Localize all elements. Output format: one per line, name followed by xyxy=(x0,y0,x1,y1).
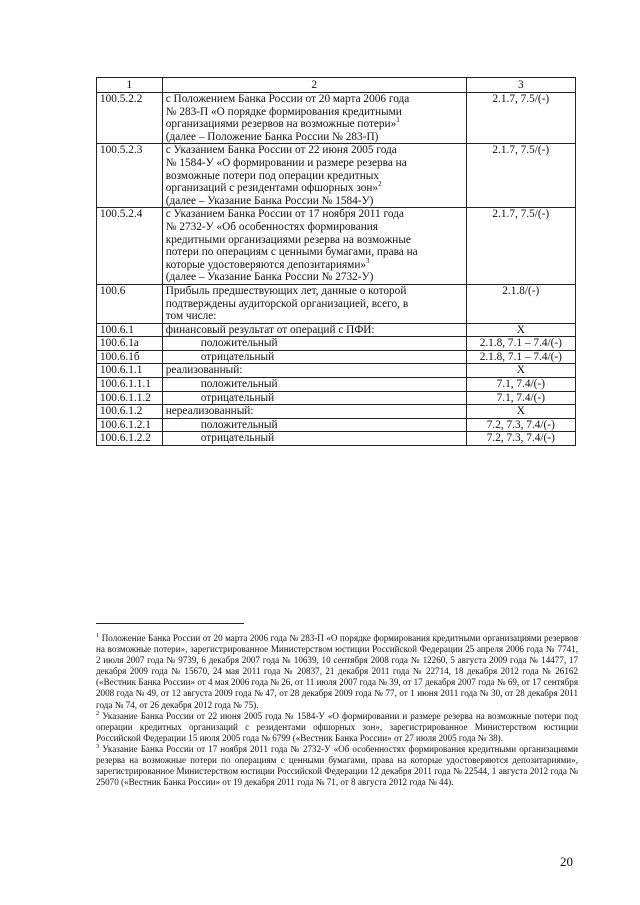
description-line xyxy=(166,285,463,298)
row-code: 100.5.2.4 xyxy=(97,208,163,285)
description-line xyxy=(166,195,463,208)
description-line xyxy=(166,106,463,119)
column-header: 2 xyxy=(162,78,466,93)
row-code: 100.6.1 xyxy=(97,323,163,337)
row-form-reference: 7.2, 7.3, 7.4/(-) xyxy=(466,418,575,432)
description-text: потери по операциям с ценными бумагами, права на xyxy=(165,246,418,259)
description-text: с Положением Банка России от 20 марта 2006 года xyxy=(165,93,410,105)
description-line xyxy=(166,170,463,183)
row-form-reference: 2.1.8/(-) xyxy=(466,284,575,323)
description-text: организаций с резидентами офшорных зон» xyxy=(165,182,379,195)
footnote-text: Указание Банка России от 22 июня 2005 года № 1584-У «О формировании и размере резерва на возможные потери под операции кредитных организаций с резидентами офшорных зон», зарегистрированное Министерством юстиции Российской Федерации 15 июля 2005 года № 6799 («Вестник Банка России» от 27 июля 2005 года № 38). xyxy=(96,710,578,743)
description-line xyxy=(166,118,463,131)
footnote-mark: 2 xyxy=(96,709,100,717)
description-line xyxy=(166,405,463,418)
description-text: которые удостоверяются депозитариями» xyxy=(165,258,367,271)
footnote-mark: 1 xyxy=(96,631,100,639)
description-text: положительный xyxy=(200,378,278,391)
table-row xyxy=(97,144,576,208)
description-text: отрицательный xyxy=(200,391,275,404)
row-form-reference: 2.1.7, 7.5/(-) xyxy=(466,144,575,208)
row-code: 100.6.1.1.2 xyxy=(97,391,163,405)
row-form-reference: 2.1.7, 7.5/(-) xyxy=(466,208,575,285)
table-header-row xyxy=(97,78,576,93)
description-line xyxy=(166,324,463,337)
footnote-reference: 1 xyxy=(396,116,400,125)
description-text: том числе: xyxy=(165,310,217,323)
description-line xyxy=(201,419,463,432)
table-row xyxy=(97,350,576,364)
row-code: 100.6.1.2.2 xyxy=(97,432,163,446)
row-description xyxy=(162,144,466,208)
description-line xyxy=(166,157,463,170)
footnote xyxy=(96,633,578,711)
description-line xyxy=(166,234,463,247)
table-row xyxy=(97,418,576,432)
description-text: (далее – Положение Банка России № 283-П) xyxy=(165,130,379,143)
footnote-reference: 2 xyxy=(378,180,382,189)
row-form-reference: 7.1, 7.4/(-) xyxy=(466,391,575,405)
table-row xyxy=(97,284,576,323)
row-description xyxy=(162,391,466,405)
row-form-reference: 7.2, 7.3, 7.4/(-) xyxy=(466,432,575,446)
description-text: № 2732-У «Об особенностях формирования xyxy=(165,220,378,233)
row-description xyxy=(162,337,466,351)
description-line xyxy=(166,208,463,221)
description-line xyxy=(166,93,463,106)
row-description xyxy=(162,378,466,392)
description-line xyxy=(166,271,463,284)
row-description xyxy=(162,323,466,337)
description-text: (далее – Указание Банка России № 1584-У) xyxy=(165,194,374,207)
description-text: подтверждены аудиторской организацией, всего, в xyxy=(165,297,409,310)
description-text: положительный xyxy=(200,337,278,350)
footnote-reference: 3 xyxy=(366,256,370,265)
description-line xyxy=(166,131,463,144)
footnote-separator xyxy=(96,623,244,624)
row-description xyxy=(162,432,466,446)
description-line xyxy=(166,221,463,234)
description-text: отрицательный xyxy=(200,432,275,445)
row-code: 100.6.1.1 xyxy=(97,364,163,378)
table-body xyxy=(97,93,576,446)
description-line xyxy=(201,351,463,364)
description-text: финансовый результат от операций с ПФИ: xyxy=(165,323,375,336)
table-row xyxy=(97,208,576,285)
row-description xyxy=(162,405,466,419)
row-form-reference: 2.1.8, 7.1 – 7.4/(-) xyxy=(466,337,575,351)
description-line xyxy=(166,182,463,195)
row-description xyxy=(162,284,466,323)
description-text: (далее – Указание Банка России № 2732-У) xyxy=(165,271,374,284)
description-text: кредитными организациями резерва на возможные xyxy=(165,233,411,246)
row-code: 100.5.2.2 xyxy=(97,93,163,144)
footnote-text: Указание Банка России от 17 ноября 2011 года № 2732-У «Об особенностях формирования кредитными организациями резерва на возможные потери по операциям с ценными бумагами, права на которые удостоверяются депозитариями», зарегистрированное Министерством юстиции Российской Федерации 12 декабря 2011 года № 22544, 1 августа 2012 года № 25070 («Вестник Банка России» от 19 декабря 2011 года № 71, от 8 августа 2012 года № 44). xyxy=(96,743,578,788)
description-text: № 1584-У «О формировании и размере резерва на xyxy=(165,156,407,169)
row-description xyxy=(162,364,466,378)
description-line xyxy=(201,392,463,405)
row-description xyxy=(162,350,466,364)
description-text: отрицательный xyxy=(200,350,275,363)
column-header: 3 xyxy=(466,78,575,93)
row-code: 100.6.1.2 xyxy=(97,405,163,419)
footnote-text: Положение Банка России от 20 марта 2006 года № 283-П «О порядке формирования кредитными организациями резервов на возможные потери», зарегистрированное Министерством юстиции Российской Федерации 25 апреля 2006 года № 7741, 2 июля 2007 года № 9739, 6 декабря 2007 года № 10639, 10 сентября 2008 года № 12260, 5 августа 2009 года № 14477, 17 декабря 2009 года № 15670, 24 мая 2011 года № 20837, 21 декабря 2011 года № 22714, 18 декабря 2012 года № 26162 («Вестник Банка России» от 4 мая 2006 года № 26, от 11 июля 2007 года № 39, от 17 декабря 2007 года № 69, от 17 сентября 2008 года № 49, от 12 августа 2009 года № 47, от 28 декабря 2009 года № 77, от 1 июня 2011 года № 30, от 28 декабря 2011 года № 74, от 26 декабря 2012 года № 75). xyxy=(96,633,578,710)
row-code: 100.6 xyxy=(97,284,163,323)
description-line xyxy=(165,256,463,272)
description-line xyxy=(201,378,463,391)
row-description xyxy=(162,418,466,432)
row-form-reference: 2.1.7, 7.5/(-) xyxy=(466,93,575,144)
row-description xyxy=(162,208,466,285)
description-line xyxy=(201,432,463,445)
table-row xyxy=(97,93,576,144)
table-row xyxy=(97,432,576,446)
table-row xyxy=(97,391,576,405)
row-code: 100.5.2.3 xyxy=(97,144,163,208)
description-text: положительный xyxy=(200,418,278,431)
row-code: 100.6.1а xyxy=(97,337,163,351)
data-table xyxy=(96,77,576,446)
table-row xyxy=(97,405,576,419)
row-description xyxy=(162,93,466,144)
footnote xyxy=(96,744,578,788)
description-line xyxy=(166,364,463,377)
footnotes xyxy=(96,633,578,788)
description-text: с Указанием Банка России от 17 ноября 2011 года xyxy=(165,208,404,221)
table-row xyxy=(97,364,576,378)
table-row xyxy=(97,323,576,337)
description-line xyxy=(166,144,463,157)
description-text: № 283-П «О порядке формирования кредитными xyxy=(165,105,402,118)
description-text: возможные потери под операции кредитных xyxy=(165,169,380,182)
description-text: с Указанием Банка России от 22 июня 2005 года xyxy=(165,144,397,157)
row-form-reference: X xyxy=(466,323,575,337)
table-row xyxy=(97,378,576,392)
description-line xyxy=(201,337,463,350)
row-code: 100.6.1.1.1 xyxy=(97,378,163,392)
page-number: 20 xyxy=(560,854,573,869)
row-form-reference: X xyxy=(466,364,575,378)
row-form-reference: X xyxy=(466,405,575,419)
description-line xyxy=(166,310,463,323)
column-header: 1 xyxy=(97,78,163,93)
row-form-reference: 7.1, 7.4/(-) xyxy=(466,378,575,392)
footnote xyxy=(96,711,578,744)
description-line xyxy=(166,298,463,311)
row-form-reference: 2.1.8, 7.1 – 7.4/(-) xyxy=(466,350,575,364)
description-line xyxy=(166,246,463,259)
description-text: организациями резервов на возможные потери» xyxy=(165,118,397,131)
description-text: реализованный: xyxy=(165,364,243,377)
table-row xyxy=(97,337,576,351)
row-code: 100.6.1б xyxy=(97,350,163,364)
description-text: нереализованный: xyxy=(165,405,254,418)
row-code: 100.6.1.2.1 xyxy=(97,418,163,432)
footnote-mark: 3 xyxy=(96,742,100,750)
description-text: Прибыль предшествующих лет, данные о которой xyxy=(165,284,407,297)
